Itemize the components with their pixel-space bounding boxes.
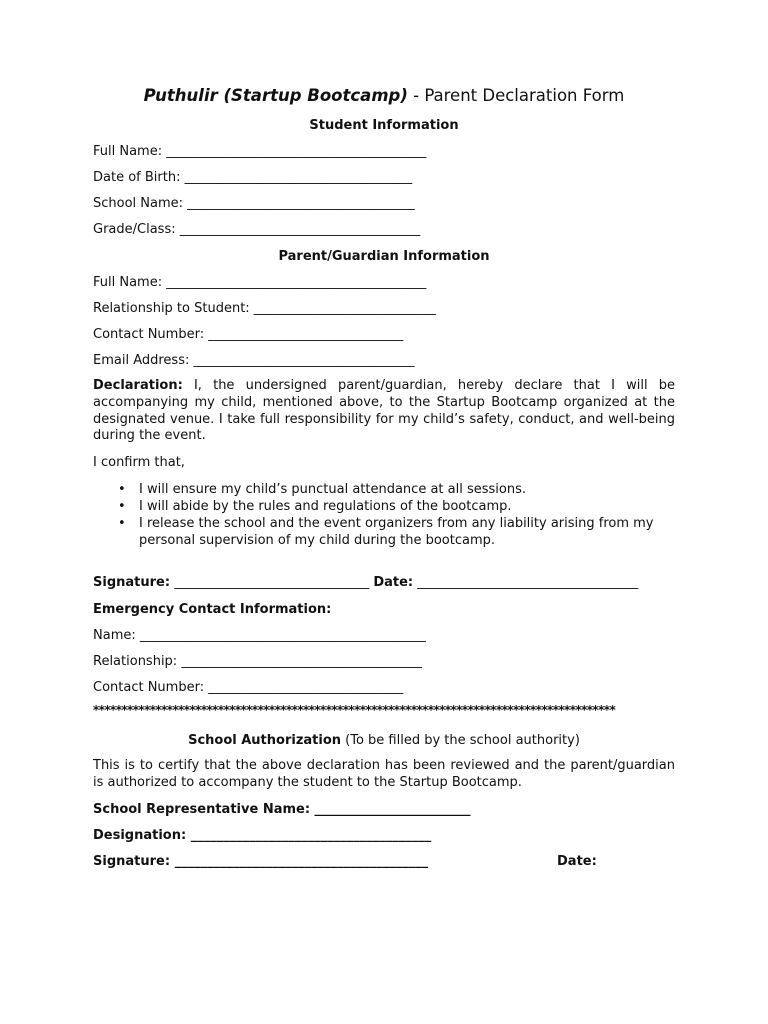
list-item — [118, 498, 678, 515]
school-rep-name-field[interactable]: School Representative Name: ________________________ — [93, 802, 471, 817]
parent-signature-row — [93, 574, 638, 591]
form-title-rest: - Parent Declaration Form — [407, 86, 625, 105]
confirm-intro: I confirm that, — [93, 455, 185, 470]
list-item — [118, 481, 678, 498]
list-item — [118, 515, 678, 549]
form-title-program: Puthulir (Startup Bootcamp) — [143, 86, 408, 105]
emergency-contact-field[interactable]: Contact Number: ______________________________ — [93, 680, 404, 695]
parent-info-heading: Parent/Guardian Information — [278, 249, 490, 264]
bullet-icon: • — [118, 499, 126, 514]
date-line[interactable]: __________________________________ — [413, 575, 639, 590]
form-title — [0, 86, 768, 106]
school-auth-heading-row — [0, 732, 768, 749]
bullet-text: I release the school and the event organizers from any liability arising from my personal supervision of my child during the bootcamp. — [139, 516, 654, 548]
bullet-icon: • — [118, 482, 126, 497]
school-auth-paragraph: This is to certify that the above declaration has been reviewed and the parent/guardian is authorized to accompany the student to the Startup Bootcamp. — [93, 758, 675, 790]
parent-relationship-field[interactable]: Relationship to Student: ____________________________ — [93, 301, 436, 316]
declaration-text: I, the undersigned parent/guardian, hereby declare that I will be accompanying my child, mentioned above, to the Startup Bootcamp organized at the designated venue. I take full responsibility for my child’s safety, conduct, and well-being during the event. — [93, 378, 675, 444]
declaration-paragraph — [93, 378, 675, 445]
bullet-text: I will abide by the rules and regulations of the bootcamp. — [139, 499, 512, 514]
parent-email-field[interactable]: Email Address: __________________________________ — [93, 353, 415, 368]
student-school-field[interactable]: School Name: ___________________________________ — [93, 196, 415, 211]
school-auth-heading: School Authorization — [188, 733, 342, 748]
school-designation-field[interactable]: Designation: _____________________________________ — [93, 828, 432, 843]
emergency-relationship-field[interactable]: Relationship: _____________________________________ — [93, 654, 422, 669]
date-label: Date: — [373, 575, 414, 590]
emergency-contact-heading: Emergency Contact Information: — [93, 602, 332, 617]
declaration-label: Declaration: — [93, 378, 183, 393]
student-grade-field[interactable]: Grade/Class: _____________________________________ — [93, 222, 421, 237]
student-full-name-field[interactable]: Full Name: ________________________________________ — [93, 144, 427, 159]
emergency-name-field[interactable]: Name: ____________________________________________ — [93, 628, 426, 643]
signature-line[interactable]: ______________________________ — [170, 575, 374, 590]
school-auth-note: (To be filled by the school authority) — [341, 733, 580, 748]
parent-full-name-field[interactable]: Full Name: ________________________________________ — [93, 275, 427, 290]
student-info-heading: Student Information — [309, 118, 459, 133]
parent-contact-field[interactable]: Contact Number: ______________________________ — [93, 327, 404, 342]
school-signature-field[interactable]: Signature: _______________________________________ — [93, 854, 429, 869]
student-dob-field[interactable]: Date of Birth: ___________________________________ — [93, 170, 413, 185]
bullet-text: I will ensure my child’s punctual attendance at all sessions. — [139, 482, 526, 497]
signature-label: Signature: — [93, 575, 171, 590]
school-date-field[interactable]: Date: — [557, 854, 597, 869]
bullet-icon: • — [118, 516, 126, 531]
section-separator: ******************************************************************************************** — [93, 703, 616, 717]
